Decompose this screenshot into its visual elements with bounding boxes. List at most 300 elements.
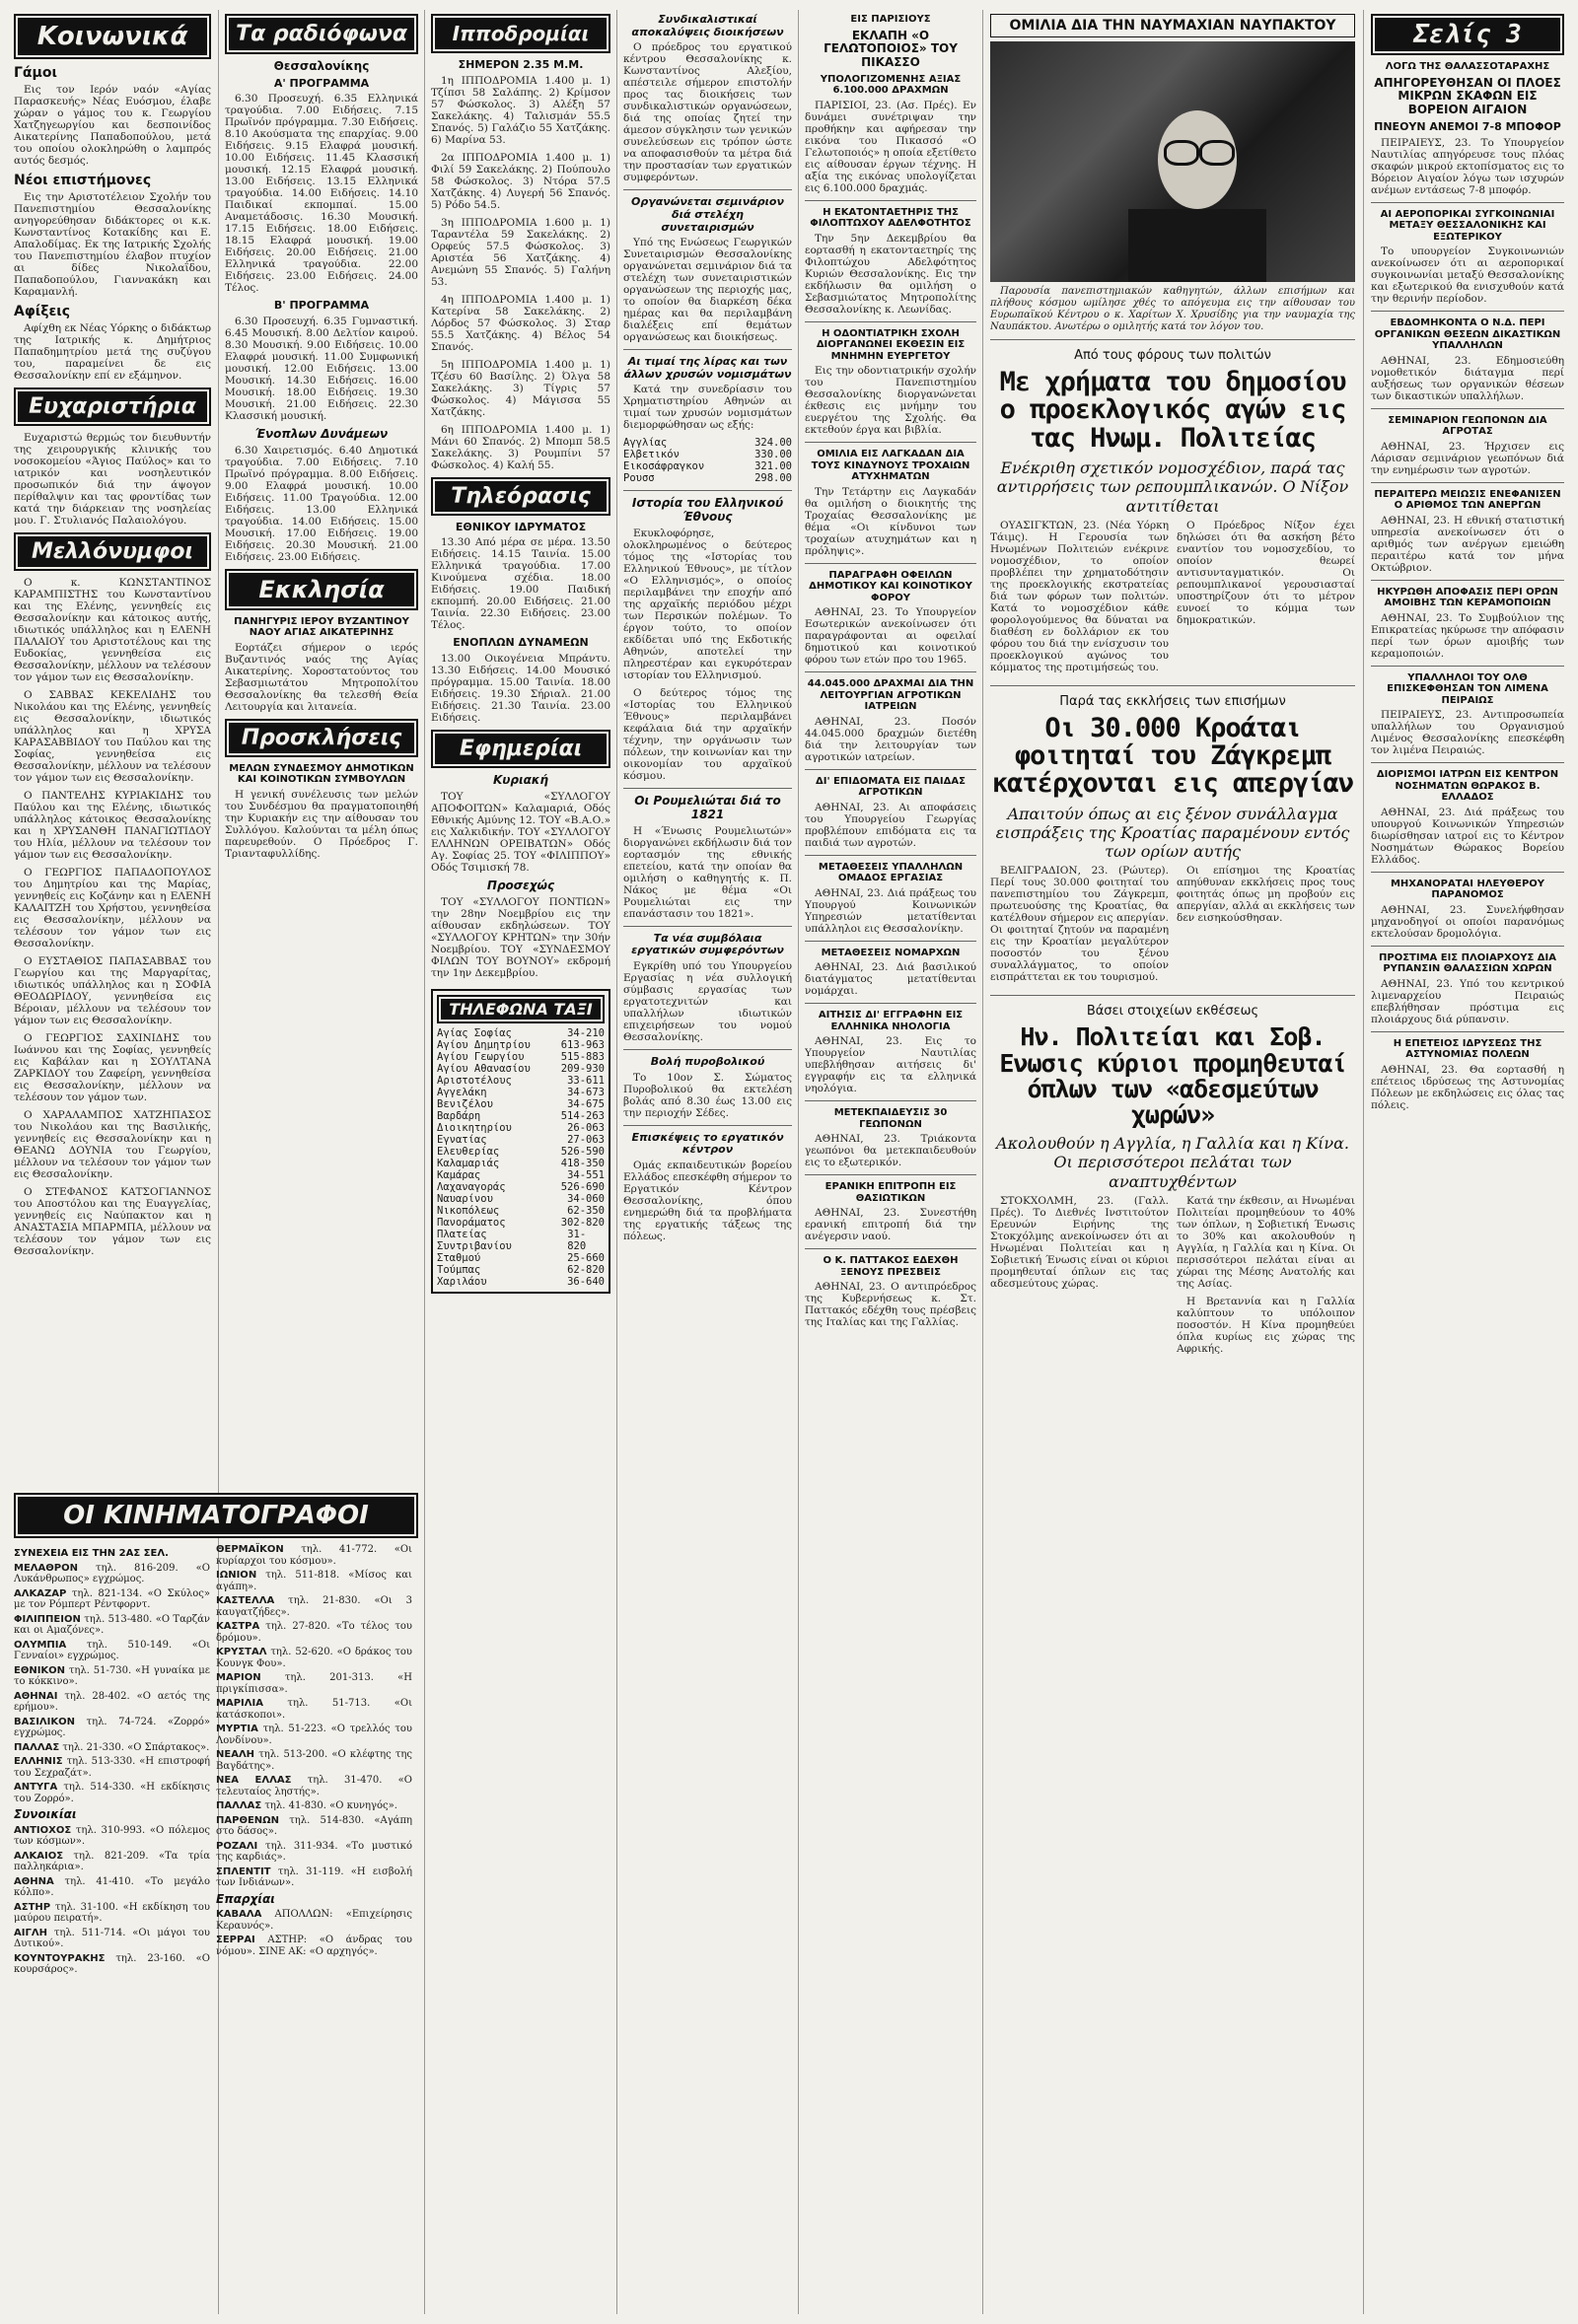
text-port-visit: ΠΕΙΡΑΙΕΥΣ, 23. Αντιπροσωπεία υπαλλήλων του Οργανισμού Λιμένος Θεσσαλονίκης επεσκέφθη τον λιμένα Πειραιώς. [1371,709,1564,757]
taxi-row [437,1039,605,1051]
cinema-entry [14,1691,210,1714]
heading-port-visit: ΥΠΑΛΛΗΛΟΙ ΤΟΥ ΟΛΘ ΕΠΙΣΚΕΦΘΗΣΑΝ ΤΟΝ ΛΙΜΕΝΑ ΠΕΙΡΑΙΩΣ [1387,671,1548,706]
heading-drivers: ΜΗΧΑΝΟΡΑΤΑΙ ΗΛΕΥΘΕΡΟΥ ΠΑΡΑΝΟΜΟΣ [1390,878,1545,901]
cinema-name: ΚΡΥΣΤΑΛ [216,1647,267,1657]
cinema-film: τηλ. 511-818. «Μίσος και αγάπη». [216,1570,412,1592]
heading-paris: ΕΙΣ ΠΑΡΙΣΙΟΥΣ [850,14,931,25]
engaged-item: Ο ΓΕΩΡΓΙΟΣ ΣΑΧΙΝΙΔΗΣ του Ιωάννου και της Σοφίας, γεννηθείς εις Καβάλαν και η ΣΟΥΛΤΑΝΑ ΖΑΡΚΙΔΟΥ του Ζαφείρη, γεννηθείσα εις Θεσσαλονίκην, μέλλουν να τελέσουν τον γάμον των. [14,1032,211,1104]
cinema-name: ΟΛΥΜΠΙΑ [14,1639,67,1651]
heading-rough-sea: ΛΟΓΩ ΤΗΣ ΘΑΛΑΣΣΟΤΑΡΑΧΗΣ [1385,61,1550,72]
taxi-phone: 34-675 [567,1097,605,1110]
banner-engaged: Μελλόνυμφοι [14,532,211,571]
gold-rate-row [623,460,792,472]
banner-radio: Τα ραδιόφωνα [225,14,418,54]
cinema-entry [216,1724,412,1746]
text-doctors: ΑΘΗΝΑΙ, 23. Διά πράξεως του υπουργού Κοινωνικών Υπηρεσιών διωρίσθησαν ιατροί εις το Κέντρον Νοσημάτων Θώρακος Βορείου Ελλάδος. [1371,806,1564,866]
taxi-row [437,1075,605,1087]
engaged-item: Ο κ. ΚΩΝΣΤΑΝΤΙΝΟΣ ΚΑΡΑΜΠΙΣΤΗΣ του Κωνσταντίνου και της Ελένης, γεννηθείς εις Θεσσαλονίκην και κάτοικος αυτής, ιδιωτικός υπάλληλος και η ΕΛΕΝΗ ΠΑΛΑΙΟΥ του Αριστοτέλους και της Ευδοκίας, γεννηθείσα εις Θεσσαλονίκην, μέλλουν να τελέσουν τον γάμον των εις Θεσσαλονίκην. [14,577,211,684]
gold-rate-row [623,449,792,460]
cinema-film: τηλ. 511-714. «Οι μάγοι του Δυτικού». [14,1927,211,1950]
banner-thanks: Ευχαριστήρια [14,387,211,426]
taxi-row [437,1110,605,1122]
taxi-stand: Πανοράματος [437,1216,506,1229]
taxi-stand: Ναυαρίνου [437,1192,493,1205]
heading-fundraising: ΕΡΑΝΙΚΗ ΕΠΙΤΡΟΠΗ ΕΙΣ ΘΑΣΙΩΤΙΚΩΝ [825,1181,957,1204]
cinema-name: ΘΕΡΜΑΪΚΟΝ [216,1544,284,1555]
text-visits: Ομάς εκπαιδευτικών βορείου Ελλάδος επεσκέφθη σήμερον το Εργατικόν Κέντρον Θεσσαλονίκης, όπου ενημερώθη διά τα προβλήματα της εργατικής τάξεως της πόλεως. [623,1159,792,1242]
heading-unemployed: ΠΕΡΑΙΤΕΡΩ ΜΕΙΩΣΙΣ ΕΝΕΦΑΝΙΣΕΝ Ο ΑΡΙΘΜΟΣ ΤΩΝ ΑΝΕΡΓΩΝ [1374,488,1561,512]
taxi-phone: 26-063 [567,1121,605,1134]
heading-air-links: ΑΙ ΑΕΡΟΠΟΡΙΚΑΙ ΣΥΓΚΟΙΝΩΝΙΑΙ ΜΕΤΑΞΥ ΘΕΣΣΑΛΟΝΙΚΗΣ ΚΑΙ ΕΞΩΤΕΡΙΚΟΥ [1380,208,1555,243]
race-entry: 3η ΙΠΠΟΔΡΟΜΙΑ 1.600 μ. 1) Ταραντέλα 59 Σακελάκης. 2) Ορφεύς 57.5 Φώσκολος. 3) Αριστέα 56 Χατζάκης. 4) Ανεμώνη 55 Σπανός. 5) Γαλήνη 53. [431,216,610,288]
cinema-name: ΜΕΛΑΘΡΟΝ [14,1562,78,1574]
cinemas-provinces-heading: Επαρχίαι [216,1891,275,1906]
cinema-film: τηλ. 513-330. «Η επιστροφή του Σεχραζάτ». [14,1756,210,1779]
heading-pattakos: Ο Κ. ΠΑΤΤΑΚΟΣ ΕΔΕΧΘΗ ΞΕΝΟΥΣ ΠΡΕΣΒΕΙΣ [823,1255,959,1278]
cinema-entry [216,1815,412,1838]
cinema-film: τηλ. 21-830. «Οι 3 καυγατζήδες». [216,1595,412,1618]
text-arms-1: ΣΤΟΚΧΟΛΜΗ, 23. (Γαλλ. Πρές). Το Διεθνές Ινστιτούτον Ερευνών Ειρήνης της Στοκχόλμης ανεκοίνωσεν ότι αι Ηνωμέναι Πολιτείαι και η Σοβιετική Ένωσις είναι οι κύριοι προμηθευταί όπλων εις τας αδεσμεύτους χώρας. [990,1194,1169,1290]
headline-croatia: Οι 30.000 Κροάται φοιτηταί του Ζάγκρεμπ κατέρχονται εις απεργίαν [991,712,1354,800]
heading-boats-ban: ΑΠΗΓΟΡΕΥΘΗΣΑΝ ΟΙ ΠΛΟΕΣ ΜΙΚΡΩΝ ΣΚΑΦΩΝ ΕΙΣ ΒΟΡΕΙΟΝ ΑΙΓΑΙΟΝ [1374,75,1561,117]
cinema-name: ΕΛΛΗΝΙΣ [14,1756,63,1767]
text-traffic: Την Τετάρτην εις Λαγκαδάν θα ομιλήση ο διοικητής της Τροχαίας Θεσσαλονίκης με θέμα «Οι κίνδυνοι των τροχαίων ατυχημάτων και η πρόληψις». [805,485,976,557]
taxi-stand: Καλαμαριάς [437,1157,500,1169]
taxi-phone: 36-640 [567,1275,605,1288]
taxi-stand: Αγίου Δημητρίου [437,1038,531,1051]
text-ceramics: ΑΘΗΝΑΙ, 23. Το Συμβούλιον της Επικρατείας ηκύρωσε την απόφασιν περί των όρων αμοιβής των κεραμοποιών. [1371,611,1564,660]
text-dental: Εις την οδοντιατρικήν σχολήν του Πανεπιστημίου Θεσσαλονίκης διοργανώνεται έκθεσις εις μνήμην του ευεργέτου της Σχολής. Θα εκτεθούν έργα και βιβλία. [805,365,976,437]
text-graduates: Εις την Αριστοτέλειον Σχολήν του Πανεπιστημίου Θεσσαλονίκης ανηγορεύθησαν διδάκτορες οι κ.κ. Κωνσταντίνος Κοτακίδης και Ε. Απαλοδίμας. Εκ της Ιατρικής Σχολής του Πανεπιστημίου έλαβον πτυχίον αι δίδες Νικολαΐδου, Παπαδοπούλου, Γιαννακάκη και Καραμανλή. [14,191,211,299]
taxi-phone: 31-820 [567,1228,587,1252]
invitation-heading: ΜΕΛΩΝ ΣΥΝΔΕΣΜΟΥ ΔΗΜΟΤΙΚΩΝ ΚΑΙ ΚΟΙΝΟΤΙΚΩΝ ΣΥΜΒΟΥΛΩΝ [229,762,414,786]
column-radio [225,10,418,1484]
cinema-film: τηλ. 51-713. «Οι κατάσκοποι». [216,1698,412,1721]
cinema-film: τηλ. 52-620. «Ο δράκος του Κουνγκ Φου». [216,1647,412,1669]
taxi-row [437,1264,605,1276]
taxi-stand: Τούμπας [437,1263,481,1276]
race-entry: 6η ΙΠΠΟΔΡΟΜΙΑ 1.400 μ. 1) Μάνι 60 Σπανός. 2) Μπομπ 58.5 Σακελάκης. 3) Ρουμπίνι 57 Φώσκολος. 4) Καλή 55. [431,423,610,471]
taxi-row [437,1276,605,1288]
deck-us-elections: Ενέκριθη σχετικόν νομοσχέδιον, παρά τας αντιρρήσεις των ρεπουμπλικανών. Ο Νίξον αντιτίθεται [996,458,1349,516]
cinemas-suburbs-heading: Συνοικίαι [14,1807,77,1821]
heading-gold: Αι τιμαί της λίρας και των άλλων χρυσών νομισμάτων [623,355,792,381]
taxi-phone: 34-060 [567,1192,605,1205]
coin-name: Αγγλίας [623,437,668,450]
engaged-item: Ο ΕΥΣΤΑΘΙΟΣ ΠΑΠΑΣΑΒΒΑΣ του Γεωργίου και της Μαργαρίτας, ιδιωτικός υπάλληλος και η ΣΟΦΙΑ ΘΕΟΔΩΡΙΔΟΥ, γεννηθείσα εις Βέροιαν, μέλλουν να τελέσουν τον γάμον των εις Θεσσαλονίκην. [14,955,211,1027]
race-entry: 2α ΙΠΠΟΔΡΟΜΙΑ 1.400 μ. 1) Φιλί 59 Σακελάκης. 2) Πούπουλο 58 Φώσκολος. 3) Ντόρα 57.5 Χατζάκης. 4) Λυγερή 56 Σπανός. 5) Ρόδο 54.5. [431,151,610,211]
cinema-name: ΒΑΣΙΛΙΚΟΝ [14,1716,75,1727]
cinema-name: ΑΘΗΝΑ [14,1875,54,1887]
taxi-row [437,1087,605,1098]
banner-church: Εκκλησία [225,569,418,610]
tv-eid-text: 13.30 Από μέρα σε μέρα. 13.50 Ειδήσεις. 14.15 Ταινία. 15.00 Ελληνικά τραγούδια. 17.00 Κινούμενα σχέδια. 18.00 Ειδήσεις. 19.00 Παιδική εκπομπή. 20.00 Ειδήσεις. 21.00 Ταινία. 22.30 Ειδήσεις. 23.00 Τέλος. [431,536,610,632]
cinema-name: ΑΝΤΥΓΑ [14,1782,58,1793]
cinema-entry [14,1953,210,1976]
engaged-item: Ο ΧΑΡΑΛΑΜΠΟΣ ΧΑΤΖΗΠΑΣΟΣ του Νικολάου και της Βασιλικής, γεννηθείς εις Θεσσαλονίκην και η ΘΕΑΝΩ ΔΟΥΝΙΑ του Γεωργίου, μέλλουν να τελέσουν τον γάμον των εις Θεσσαλονίκην. [14,1109,211,1181]
cinema-entry [14,1563,210,1585]
taxi-phone: 34-673 [567,1086,605,1098]
church-text: Εορτάζει σήμερον ο ιερός Βυζαντινός ναός της Αγίας Αικατερίνης. Χοροστατούντος του Σεβασμιωτάτου Μητροπολίτου Θεσσαλονίκης θα τελεσθή Θεία Λειτουργία και λιτανεία. [225,641,418,713]
cinema-film: τηλ. 41-830. «Ο κυνηγός». [264,1800,397,1811]
cinema-film: τηλ. 74-724. «Ζορρό» εγχρώμος. [14,1716,211,1738]
cinema-entry [14,1902,210,1925]
banner-taxi: ΤΗΛΕΦΩΝΑ ΤΑΞΙ [437,995,605,1023]
heading-contracts: Τα νέα συμβόλαια εργατικών συμφερόντων [631,931,784,957]
taxi-stand: Νικοπόλεως [437,1204,500,1217]
kicker-croatia: Παρά τας εκκλήσεις των επισήμων [1059,693,1286,709]
cinema-name: ΣΕΡΡΑΙ [216,1935,255,1946]
text-unemployed: ΑΘΗΝΑΙ, 23. Η εθνική στατιστική υπηρεσία ανεκοίνωσεν ότι ο αριθμός των ανέργων εμειώθη περαιτέρω κατά τον μήνα Οκτώβριον. [1371,514,1564,574]
radio-program-b-text: 6.30 Προσευχή. 6.35 Γυμναστική. 6.45 Μουσική. 8.00 Δελτίον καιρού. 8.30 Μουσική. 9.00 Ειδήσεις. 10.00 Ελαφρά μουσική. 11.00 Συμφωνική μουσική. 12.00 Ειδήσεις. 13.00 Μουσική. 14.30 Ειδήσεις. 16.00 Μουσική. 18.00 Ειδήσεις. 19.30 Μουσική. 21.00 Ειδήσεις. 22.30 Κλασσική μουσική. [225,316,418,423]
cinema-entry [14,1876,210,1899]
cinema-film: τηλ. 514-830. «Αγάπη στο δάσος». [216,1814,413,1837]
taxi-phones-box [431,989,610,1294]
coin-name: Ρουσσ [623,472,655,485]
banner-cinemas: ΟΙ ΚΙΝΗΜΑΤΟΓΡΑΦΟΙ [14,1493,418,1538]
heading-arrivals: Αφίξεις [14,304,71,320]
cinema-entry [216,1800,412,1812]
heading-allowances: ΔΙ' ΕΠΙΔΟΜΑΤΑ ΕΙΣ ΠΑΙΔΑΣ ΑΓΡΟΤΙΚΩΝ [816,775,966,799]
tv-yened-text: 13.00 Οικογένεια Μπράντυ. 13.30 Ειδήσεις. 14.00 Μουσικό πρόγραμμα. 15.00 Ταινία. 18.00 Ειδήσεις. 19.30 Σήριαλ. 21.00 Ειδήσεις. 21.30 Ταινία. 23.00 Ειδήσεις. [431,652,610,724]
heading-weddings: Γάμοι [14,65,57,81]
cinema-name: ΠΑΡΘΕΝΩΝ [216,1814,280,1826]
taxi-stand: Βαρδάρη [437,1109,481,1122]
radio-city: Θεσσαλονίκης [273,59,370,73]
taxi-stand: Χαριλάου [437,1275,487,1288]
heading-traffic: ΟΜΙΛΙΑ ΕΙΣ ΛΑΓΚΑΔΑΝ ΔΙΑ ΤΟΥΣ ΚΙΝΔΥΝΟΥΣ ΤΡΟΧΑΙΩΝ ΑΤΥΧΗΜΑΤΩΝ [811,449,970,483]
cinema-entry [216,1866,412,1889]
cinema-film: ΑΣΤΗΡ: «Ο άνδρας του νόμου». ΣΙΝΕ ΑΚ: «Ο αρχηγός». [216,1935,412,1957]
heading-artillery: Βολή πυροβολικού [650,1054,765,1068]
taxi-row [437,1205,605,1217]
taxi-row [437,1134,605,1146]
taxi-phone: 514-263 [560,1109,605,1122]
heading-fines: ΠΡΟΣΤΙΜΑ ΕΙΣ ΠΛΟΙΑΡΧΟΥΣ ΔΙΑ ΡΥΠΑΝΣΙΝ ΘΑΛΑΣΣΙΩΝ ΧΩΡΩΝ [1379,951,1556,975]
cinema-name: ΑΣΤΗΡ [14,1901,51,1913]
coin-name: Ελβετικόν [623,449,680,461]
heading-roumeliotes: Οι Ρουμελιώται διά το 1821 [634,794,781,821]
text-contracts: Εγκρίθη υπό του Υπουργείου Εργασίας η νέα συλλογική σύμβασις εργασίας των εργατοτεχνιτών και υπαλλήλων ιδιωτικών επιχειρήσεων του νομού Θεσσαλονίκης. [623,959,792,1043]
cinema-film: τηλ. 310-993. «Ο πόλεμος των κόσμων». [14,1824,210,1848]
text-fundraising: ΑΘΗΝΑΙ, 23. Συνεστήθη ερανική επιτροπή διά την ανέγερσιν ναού. [805,1207,976,1243]
text-thanks: Ευχαριστώ θερμώς τον διευθυντήν της χειρουργικής κλινικής του νοσοκομείου «Άγιος Παύλος» και το ιατρικόν και νοσηλευτικόν προσωπικόν διά την άψογον περίθαλψιν και τας φροντίδας των κατά την διάρκειαν της νοσηλείας μου. Γ. Στυλιανός Παλαιολόγου. [14,432,211,528]
cinema-name: ΝΕΑ ΕΛΛΑΣ [216,1775,292,1786]
church-heading: ΠΑΝΗΓΥΡΙΣ ΙΕΡΟΥ ΒΥΖΑΝΤΙΝΟΥ ΝΑΟΥ ΑΓΙΑΣ ΑΙΚΑΤΕΡΙΝΗΣ [234,615,409,639]
cinema-name: ΜΥΡΤΙΑ [216,1724,258,1734]
text-agronomists: ΑΘΗΝΑΙ, 23. Τριάκοντα γεωπόνοι θα μετεκπαιδευθούν εις το εξωτερικόν. [805,1133,976,1169]
cinema-name: ΝΕΑΛΗ [216,1749,255,1760]
coin-price: 298.00 [754,472,792,485]
cinema-film: τηλ. 513-200. «Ο κλέφτης της Βαγδάτης». [216,1749,412,1772]
cinema-entry [216,1698,412,1721]
cinema-name: ΠΑΛΛΑΣ [216,1800,262,1811]
taxi-phone: 33-611 [567,1074,605,1087]
heading-centenary: Η ΕΚΑΤΟΝΤΑΕΤΗΡΙΣ ΤΗΣ ΦΙΛΟΠΤΩΧΟΥ ΑΔΕΛΦΟΤΗΤΟΣ [810,206,971,230]
cinema-entry [14,1588,210,1611]
text-registry: ΑΘΗΝΑΙ, 23. Εις το Υπουργείον Ναυτιλίας υπεβλήθησαν αιτήσεις δι' εγγραφήν εις τα ελληνικά νηολόγια. [805,1035,976,1095]
banner-social: Κοινωνικά [14,14,211,59]
text-seminar: Υπό της Ενώσεως Γεωργικών Συνεταιρισμών Θεσσαλονίκης οργανώνεται σεμινάριον διά τα στελέχη των συνεταιριστικών οργανώσεων της περιοχής μας, το οποίον θα διαρκέση δέκα ημέρας και θα περιλαμβάνη διαλέξεις επί θεμάτων οργανώσεως και διοικήσεως. [623,237,792,344]
taxi-row [437,1146,605,1158]
cinema-film: τηλ. 27-820. «Το τέλος του δρόμου». [216,1621,412,1644]
taxi-row [437,1122,605,1134]
taxi-phone: 613-963 [560,1038,605,1051]
text-history-1: Εκυκλοφόρησε, ολοκληρωμένος ο δεύτερος τόμος της «Ιστορίας του Ελληνικού Έθνους», με τίτλον «Ο Ελληνισμός», ο οποίος περιλαμβάνει την εποχήν από της αρχαϊκής περιόδου μέχρι των Περσικών πολέμων. Το έργον τούτο, το οποίον εκδίδεται υπό της Εκδοτικής Αθηνών, αποτελεί την πληρεστέραν και εγκυρότεραν ιστορίαν του Ελληνισμού. [623,528,792,682]
photo-speaker [990,41,1355,282]
headline-us-elections: Με χρήματα του δημοσίου ο προεκλογικός αγών εις τας Ηνωμ. Πολιτείας [999,367,1346,454]
cinema-name: ΚΑΣΤΕΛΛΑ [216,1595,275,1606]
cinema-entry [14,1782,210,1804]
text-pattakos: ΑΘΗΝΑΙ, 23. Ο αντιπρόεδρος της Κυβερνήσεως κ. Στ. Παττακός εδέχθη τους πρέσβεις της Ιταλίας και της Γαλλίας. [805,1281,976,1329]
taxi-row [437,1229,605,1252]
heading-winds: ΠΝΕΟΥΝ ΑΝΕΜΟΙ 7-8 ΜΠΟΦΟΡ [1374,119,1561,133]
excursions-sunday-text: ΤΟΥ «ΣΥΛΛΟΓΟΥ ΑΠΟΦΟΙΤΩΝ» Καλαμαριά, Οδός Εθνικής Αμύνης 12. ΤΟΥ «Β.Α.Ο.» εις Χαλκιδικήν. ΤΟΥ «ΣΥΛΛΟΓΟΥ ΕΛΛΗΝΩΝ ΟΡΕΙΒΑΤΩΝ» Οδός Αγ. Σοφίας 25. ΤΟΥ «ΦΙΛΙΠΠΟΥ» Οδός Τσιμισκή 78. [431,790,610,874]
cinema-name: ΑΘΗΝΑΙ [14,1690,58,1702]
text-tax: ΑΘΗΝΑΙ, 23. Το Υπουργείον Εσωτερικών ανεκοίνωσεν ότι παραγράφονται αι οφειλαί δημοτικού και κοινοτικού φόρου των ετών προ του 1965. [805,606,976,667]
taxi-phone: 515-883 [560,1050,605,1063]
heading-seminar: Οργανώνεται σεμινάριον διά στελέχη συνεταιρισμών [631,195,784,234]
engaged-item: Ο ΣΤΕΦΑΝΟΣ ΚΑΤΣΟΓΙΑΝΝΟΣ του Αποστόλου και της Ευαγγελίας, γεννηθείς εις Ναύπακτον και η ΑΝΑΣΤΑΣΙΑ ΜΠΑΡΜΠΑ, μέλλουν να τελέσουν τον γάμον των εις Θεσσαλονίκην. [14,1186,211,1258]
cinema-entry [14,1640,210,1662]
cinema-entry [14,1825,210,1848]
cinema-name: ΚΑΣΤΡΑ [216,1621,260,1632]
cinema-name: ΜΑΡΙΛΙΑ [216,1698,263,1709]
cinema-entry [14,1742,210,1754]
text-artillery: Το 10ον Σ. Σώματος Πυροβολικού θα εκτελέση βολάς από 8.30 έως 13.00 εις την περιοχήν Σέδες. [623,1071,792,1119]
cinema-name: ΑΝΤΙΟΧΟΣ [14,1824,72,1836]
heading-tax: ΠΑΡΑΓΡΑΦΗ ΟΦΕΙΛΩΝ ΔΗΜΟΤΙΚΟΥ ΚΑΙ ΚΟΙΝΟΤΙΚΟΥ ΦΟΡΟΥ [809,569,972,603]
text-history-2: Ο δεύτερος τόμος της «Ιστορίας του Ελληνικού Έθνους» περιλαμβάνει κεφάλαια διά την αρχαϊκήν τέχνην, την οργάνωσιν των πόλεων, την κοινωνίαν και την οικονομίαν του αρχαϊκού κόσμου. [623,687,792,783]
cinema-film: τηλ. 311-934. «Το μυστικό της καρδιάς». [216,1840,412,1863]
taxi-row [437,1063,605,1075]
text-roumeliotes: Η «Ένωσις Ρουμελιωτών» διοργανώνει εκδήλωσιν διά τον εορτασμόν της εθνικής επετείου, κατά την οποίαν θα ομιλήση ο καθηγητής κ. Π. Νάκος με θέμα «Οι Ρουμελιώται εις την επανάστασιν του 1821». [623,824,792,920]
heading-prefects: ΜΕΤΑΘΕΣΕΙΣ ΝΟΜΑΡΧΩΝ [821,947,961,958]
cinema-film: τηλ. 51-730. «Η γυναίκα με το κόκκινο». [14,1664,210,1687]
cinema-name: ΣΠΛΕΝΤΙΤ [216,1866,271,1877]
text-transfers: ΑΘΗΝΑΙ, 23. Διά πράξεως του Υπουργού Κοινωνικών Υπηρεσιών μετατίθενται υπάλληλοι εις Θεσσαλονίκην. [805,886,976,935]
heading-clinics: 44.045.000 ΔΡΑΧΜΑΙ ΔΙΑ ΤΗΝ ΛΕΙΤΟΥΡΓΙΑΝ ΑΓΡΟΤΙΚΩΝ ΙΑΤΡΕΙΩΝ [807,678,974,713]
taxi-phone: 209-930 [560,1062,605,1075]
text-arms-3: Η Βρεταννία και η Γαλλία καλύπτουν το υπόλοιπον ποσοστόν. Η Κίνα προμηθεύει όπλα κυρίως εις χώρας της Αφρικής. [1177,1295,1355,1355]
cinema-name: ΑΙΓΛΗ [14,1927,47,1938]
text-centenary: Την 5ην Δεκεμβρίου θα εορτασθή η εκατονταετηρίς της Φιλοπτώχου Αδελφότητος Κυριών Θεσσαλονίκης. Εις την εκδήλωσιν θα ομιλήση ο Σεβασμιώτατος Μητροπολίτης Θεσσαλονίκης κ. Λεωνίδας. [805,232,976,316]
kicker-arms: Βάσει στοιχείων εκθέσεως [1086,1004,1259,1020]
cinema-entry [216,1544,412,1567]
taxi-phone: 302-820 [560,1216,605,1229]
taxi-stand: Αγίου Αθανασίου [437,1062,531,1075]
cinema-entry [14,1614,210,1637]
cinema-entry [216,1775,412,1797]
taxi-row [437,1027,605,1039]
engaged-item: Ο ΓΕΩΡΓΙΟΣ ΠΑΠΑΔΟΠΟΥΛΟΣ του Δημητρίου και της Μαρίας, γεννηθείς εις Κοζάνην και η ΕΛΕΝΗ ΚΑΛΑΙΤΖΗ του Χρήστου, γεννηθείσα εις Θεσσαλονίκην, μέλλουν να τελέσουν τον γάμον των εις Θεσσαλονίκην. [14,867,211,951]
cinema-name: ΑΛΚΑΖΑΡ [14,1587,67,1599]
gold-rate-row [623,437,792,449]
taxi-row [437,1158,605,1169]
text-croatia-1: ΒΕΛΙΓΡΑΔΙΟΝ, 23. (Ρώυτερ). Περί τους 30.000 φοιτηταί του πανεπιστημίου του Ζάγκρεμπ, πρωτευούσης της Κροατίας, θα κατέλθουν σήμερον εις απεργίαν. Οι φοιτηταί ζητούν να παραμένη εις την Κροατίαν μεγαλύτερον ποσοστόν του ξένου συναλλάγματος, το οποίον εισπράττεται εκ του τουρισμού. [990,865,1169,984]
cinema-entry [14,1665,210,1688]
text-agro-seminar: ΑΘΗΝΑΙ, 23. Ήρχισεν εις Λάρισαν σεμινάριον γεωπόνων διά την ενημέρωσιν των αγροτών. [1371,440,1564,476]
taxi-stand: Διοικητηρίου [437,1121,512,1134]
banner-television: Τηλεόρασις [431,477,610,516]
cinema-film: τηλ. 513-480. «Ο Ταρζάν και οι Αμαζόνες». [14,1613,210,1636]
coin-price: 330.00 [754,449,792,461]
cinema-film: τηλ. 41-410. «Το μεγάλο κόλπο». [14,1875,210,1899]
deck-arms: Ακολουθούν η Αγγλία, η Γαλλία και η Κίνα. Οι περισσότεροι πελάται των αναπτυχθέντων [996,1134,1349,1191]
cinema-entry [216,1935,412,1957]
taxi-row [437,1217,605,1229]
heading-transfers: ΜΕΤΑΘΕΣΕΙΣ ΥΠΑΛΛΗΛΩΝ ΟΜΑΔΟΣ ΕΡΓΑΣΙΑΣ [818,861,964,884]
taxi-phone: 27-063 [567,1133,605,1146]
taxi-row [437,1181,605,1193]
cinema-name: ΑΛΚΑΙΟΣ [14,1850,64,1862]
taxi-row [437,1098,605,1110]
coin-price: 321.00 [754,460,792,473]
text-us-elections-1: ΟΥΑΣΙΓΚΤΩΝ, 23. (Νέα Υόρκη Τάιμς). Η Γερουσία των Ηνωμένων Πολιτειών ενέκρινε νομοσχέδιον, το οποίον προβλέπει την χρηματοδότησιν της προεκλογικής εκστρατείας διά των φόρων των πολιτών. Κατά το νομοσχέδιον κάθε φορολογούμενος θα δύναται να διαθέση εν δολλάριον εκ του φόρου του διά την ενίσχυσιν του προεκλογικού αγώνος του κόμματος της προτιμήσεώς του. [990,519,1169,673]
cinema-entry [216,1570,412,1592]
cinema-film: τηλ. 510-149. «Οι Γενναίοι» εγχρώμος. [14,1639,210,1661]
taxi-stand: Πλατείας Συντριβανίου [437,1228,512,1252]
cinema-film: τηλ. 816-209. «Ο Λυκάνθρωπος» εγχρώμος. [14,1562,210,1585]
cinema-entry [216,1841,412,1864]
text-croatia-2: Οι επίσημοι της Κροατίας απηύθυναν εκκλήσεις προς τους φοιτητάς όπως μη προβούν εις απεργίαν, αλλά αι εκκλήσεις των δεν εισηκούσθησαν. [1177,865,1355,925]
tv-channel-yened: ΕΝΟΠΛΩΝ ΔΥΝΑΜΕΩΝ [453,636,589,650]
cinemas-section [14,1489,418,2309]
cinema-name: ΡΟΖΑΛΙ [216,1840,258,1852]
text-boats-ban: ΠΕΙΡΑΙΕΥΣ, 23. Το Υπουργείον Ναυτιλίας απηγόρευσε τους πλόας σκαφών μικρού εκτοπίσματος εις το Βόρειον Αιγαίον λόγω των ισχυρών ανέμων εντάσεως 7-8 μποφόρ. [1371,136,1564,196]
radio-armed-forces: Ένοπλων Δυνάμεων [254,427,389,442]
taxi-stand: Αγγελάκη [437,1086,487,1098]
cinema-entry [216,1672,412,1695]
text-judicial: ΑΘΗΝΑΙ, 23. Εδημοσιεύθη νομοθετικόν διάταγμα περί αυξήσεως των οργανικών θέσεων των δικαστικών υπαλλήλων. [1371,354,1564,402]
taxi-stand: Αγίου Γεωργίου [437,1050,525,1063]
banner-excursions: Εφημερίαι [431,730,610,768]
taxi-stand: Ελευθερίας [437,1145,500,1158]
heading-picasso-value: ΥΠΟΛΟΓΙΖΟΜΕΝΗΣ ΑΞΙΑΣ 6.100.000 ΔΡΑΧΜΩΝ [820,73,962,97]
taxi-phone: 418-350 [560,1157,605,1169]
radio-program-b: Β' ΠΡΟΓΡΑΜΜΑ [273,299,370,313]
cinema-entry [216,1647,412,1669]
cinema-entry [14,1717,210,1739]
text-picasso: ΠΑΡΙΣΙΟΙ, 23. (Ασ. Πρές). Εν δυνάμει συνέτριψαν την προθήκην και αφήρεσαν την εικόνα του Πικασσό «Ο Γελωτοποιός» η οποία εξετίθετο εις αίθουσαν έργων τέχνης. Η αξία της εικόνας υπολογίζεται εις 6.100.000 δραχμάς. [805,99,976,194]
taxi-phone: 526-690 [560,1180,605,1193]
text-us-elections-2: Ο Πρόεδρος Νίξον έχει δηλώσει ότι θα ασκήση βέτο εναντίον του νομοσχεδίου, το οποίον θεωρεί αντισυνταγματικόν. Οι ρεπουμπλικανοί γερουσιασταί υποστηρίζουν ότι το μέτρον ευνοεί το κόμμα των δημοκρατικών. [1177,519,1355,626]
engaged-item: Ο ΠΑΝΤΕΛΗΣ ΚΥΡΙΑΚΙΔΗΣ του Παύλου και της Ελένης, ιδιωτικός υπάλληλος κάτοικος Θεσσαλονίκης και η ΧΡΥΣΑΝΘΗ ΠΑΝΑΓΙΩΤΙΔΟΥ του Ηλία, μέλλουν να τελέσουν τον γάμον των εις Θεσσαλονίκην. [14,790,211,862]
taxi-phone: 34-210 [567,1026,605,1039]
taxi-phone: 25-660 [567,1251,605,1264]
text-air-links: Το υπουργείον Συγκοινωνιών ανεκοίνωσεν ότι αι αεροπορικαί συγκοινωνίαι μεταξύ Θεσσαλονίκης και εξωτερικού θα ενισχυθούν κατά την θερινήν περίοδον. [1371,246,1564,306]
column-domestic [1371,10,1564,2307]
cinema-entry [216,1595,412,1618]
heading-doctors: ΔΙΟΡΙΣΜΟΙ ΙΑΤΡΩΝ ΕΙΣ ΚΕΝΤΡΟΝ ΝΟΣΗΜΑΤΩΝ ΘΩΡΑΚΟΣ Β. ΕΛΛΑΔΟΣ [1376,769,1559,804]
coin-name: Εικοσάφραγκον [623,460,705,473]
heading-police: Η ΕΠΕΤΕΙΟΣ ΙΔΡΥΣΕΩΣ ΤΗΣ ΑΣΤΥΝΟΜΙΑΣ ΠΟΛΕΩΝ [1393,1037,1542,1061]
cinema-film: τηλ. 821-209. «Τα τρία παλληκάρια». [14,1850,210,1873]
excursions-sunday: Κυριακή [493,772,548,787]
text-fines: ΑΘΗΝΑΙ, 23. Υπό του κεντρικού λιμεναρχείου Πειραιώς επεβλήθησαν πρόστιμα εις πλοιάρχους διά ρύπανσιν. [1371,977,1564,1025]
taxi-phone: 34-551 [567,1168,605,1181]
cinema-film: τηλ. 51-223. «Ο τρελλός του Λονδίνου». [216,1724,412,1746]
taxi-stand: Εγνατίας [437,1133,487,1146]
cinema-entry [14,1928,210,1950]
radio-program-a: Α' ΠΡΟΓΡΑΜΜΑ [273,76,370,90]
invitation-text: Η γενική συνέλευσις των μελών του Συνδέσμου θα πραγματοποιηθή την Κυριακήν εις την αίθουσαν του Συλλόγου. Καλούνται τα μέλη όπως παρευρεθούν. Ο Πρόεδρος Γ. Τριανταφυλλίδης. [225,788,418,860]
taxi-stand: Αγίας Σοφίας [437,1026,512,1039]
taxi-row [437,1169,605,1181]
race-entry: 1η ΙΠΠΟΔΡΟΜΙΑ 1.400 μ. 1) Τζίπσι 58 Σαλάπης. 2) Κρίμσον 57 Φώσκολος. 3) Αλέξη 57 Σακελάκης. 4) Ταλισμάν 55.5 Σπανός. 5) Γαλάζιο 55 Χατζάκης. 6) Μαρίνα 53. [431,74,610,146]
heading-graduates: Νέοι επιστήμονες [14,173,152,189]
text-prefects: ΑΘΗΝΑΙ, 23. Διά βασιλικού διατάγματος μετατίθενται νομάρχαι. [805,961,976,998]
taxi-stand: Λαχαναγοράς [437,1180,506,1193]
heading-registry: ΑΙΤΗΣΙΣ ΔΙ' ΕΓΓΡΑΦΗΝ ΕΙΣ ΕΛΛΗΝΙΚΑ ΝΗΟΛΟΓΙΑ [818,1010,964,1032]
heading-dental: Η ΟΔΟΝΤΙΑΤΡΙΚΗ ΣΧΟΛΗ ΔΙΟΡΓΑΝΩΝΕΙ ΕΚΘΕΣΙΝ ΕΙΣ ΜΝΗΜΗΝ ΕΥΕΡΓΕΤΟΥ [816,327,966,362]
text-allowances: ΑΘΗΝΑΙ, 23. Αι αποφάσεις του Υπουργείου Γεωργίας προβλέπουν επιδόματα εις τα παιδιά των αγροτών. [805,801,976,849]
excursions-upcoming-text: ΤΟΥ «ΣΥΛΛΟΓΟΥ ΠΟΝΤΙΩΝ» την 28ην Νοεμβρίου εις την αίθουσαν εκδηλώσεων. ΤΟΥ «ΣΥΛΛΟΓΟΥ ΚΡΗΤΩΝ» την 30ήν Νοεμβρίου. ΤΟΥ «ΣΥΝΔΕΣΜΟΥ ΦΙΛΩΝ ΤΟΥ ΒΟΥΝΟΥ» εκδρομή την 1ην Δεκεμβρίου. [431,895,610,979]
cinema-film: τηλ. 23-160. «Ο κουρσάρος». [14,1952,210,1976]
text-syndical: Ο πρόεδρος του εργατικού κέντρου Θεσσαλονίκης κ. Κωνσταντίνος Αλεξίου, απέστειλε σήμερον επιστολήν προς τας διοικήσεις των συνδικαλιστικών οργανώσεων, διά της οποίας ζητεί την άμεσον σύγκλησιν των γενικών συνελεύσεων εις τρόπον ώστε να αποφασισθούν τα μέτρα διά την προστασίαν των εργατικών συμφερόντων. [623,41,792,184]
page-number-banner: Σελίς 3 [1371,14,1564,55]
heading-history: Ιστορία του Ελληνικού Έθνους [631,496,784,525]
heading-agronomists: ΜΕΤΕΚΠΑΙΔΕΥΣΙΣ 30 ΓΕΩΠΟΝΩΝ [833,1107,948,1130]
cinema-film: τηλ. 31-119. «Η εισβολή των Ινδιάνων». [216,1866,412,1888]
cinema-film: τηλ. 821-134. «Ο Σκύλος» με τον Ρόμπερτ Ρέντφορντ. [14,1587,210,1610]
text-clinics: ΑΘΗΝΑΙ, 23. Ποσόν 44.045.000 δραχμών διετέθη διά την λειτουργίαν των αγροτικών ιατρείων. [805,715,976,763]
cinema-film: τηλ. 31-100. «Η εκδίκηση του μαύρου πειρατή». [14,1901,210,1925]
cinema-name: ΕΘΝΙΚΟΝ [14,1664,66,1676]
taxi-row [437,1252,605,1264]
cinema-name: ΙΩΝΙΟΝ [216,1570,257,1581]
race-entry: 4η ΙΠΠΟΔΡΟΜΙΑ 1.400 μ. 1) Κατερίνα 58 Σακελάκης. 2) Λόρδος 57 Φώσκολος. 3) Σταρ 55.5 Χατζάκης. 4) Βέλος 54 Σπανός. [431,293,610,353]
taxi-phone: 62-350 [567,1204,605,1217]
heading-agro-seminar: ΣΕΜΙΝΑΡΙΟΝ ΓΕΩΠΟΝΩΝ ΔΙΑ ΑΓΡΟΤΑΣ [1388,414,1547,438]
race-entry: 5η ΙΠΠΟΔΡΟΜΙΑ 1.400 μ. 1) Τζέσυ 60 Βασίλης. 2) Όλγα 58 Σακελάκης. 3) Τίγρις 57 Φώσκολος. 4) Μάγισσα 55 Χατζάκης. [431,358,610,418]
cinema-entry [14,1851,210,1873]
text-gold: Κατά την συνεδρίασιν του Χρηματιστηρίου Αθηνών αι τιμαί των χρυσών νομισμάτων διεμορφώθησαν ως εξής: [623,384,792,432]
heading-naval-battle: ΟΜΙΛΙΑ ΔΙΑ ΤΗΝ ΝΑΥΜΑΧΙΑΝ ΝΑΥΠΑΚΤΟΥ [990,14,1355,37]
banner-races: Ιπποδρομίαι [431,14,610,53]
text-arrivals: Αφίχθη εκ Νέας Υόρκης ο διδάκτωρ της Ιατρικής κ. Δημήτριος Παπαδημητρίου μετά της συζύγου του, παραμείνει δε εις Θεσσαλονίκην επί εν εξάμηνον. [14,322,211,383]
cinema-film: τηλ. 21-330. «Ο Σπάρτακος». [62,1741,210,1753]
excursions-upcoming: Προσεχώς [486,878,555,892]
cinema-entry [216,1749,412,1772]
heading-ceramics: ΗΚΥΡΩΘΗ ΑΠΟΦΑΣΙΣ ΠΕΡΙ ΟΡΩΝ ΑΜΟΙΒΗΣ ΤΩΝ ΚΕΡΑΜΟΠΟΙΩΝ [1377,586,1558,609]
radio-program-a-text: 6.30 Προσευχή. 6.35 Ελληνικά τραγούδια. 7.00 Ειδήσεις. 7.15 Πρωϊνόν πρόγραμμα. 7.30 Ειδήσεις. 8.10 Ακούσματα της επαρχίας. 9.00 Ειδήσεις. 9.15 Ελαφρά μουσική. 10.00 Ειδήσεις. 11.45 Κλασσική μουσική. 12.15 Ελαφρά μουσική. 13.00 Ειδήσεις. 13.15 Ελληνικά τραγούδια. 14.00 Ειδήσεις. 14.10 Παιδικαί εκπομπαί. 15.00 Αναμετάδοσις. 16.30 Μουσική. 17.15 Ειδήσεις. 18.00 Ειδήσεις. 18.15 Ελαφρά μουσική. 19.00 Ειδήσεις. 20.00 Ειδήσεις. 21.00 Ελληνικά τραγούδια. 22.00 Ειδήσεις. 23.00 Ειδήσεις. 24.00 Τέλος. [225,93,418,295]
taxi-stand: Βενιζέλου [437,1097,493,1110]
taxi-row [437,1051,605,1063]
banner-invitations: Προσκλήσεις [225,719,418,757]
text-weddings: Εις τον Ιερόν ναόν «Αγίας Παρασκευής» Νέας Ευόσμου, έλαβε χώραν ο γάμος του κ. Γεωργίου Χατζηγεωργίου και δεσποινίδος Αικατερίνης Παπαδοπούλου, μετά του οποίου ολοκληρώθη ο λαμπρός αυτός δεσμός. [14,84,211,168]
radio-armed-forces-text: 6.30 Χαιρετισμός. 6.40 Δημοτικά τραγούδια. 7.00 Ειδήσεις. 7.10 Πρωϊνό πρόγραμμα. 8.00 Ειδήσεις. 9.00 Ελαφρά μουσική. 10.00 Ειδήσεις. 11.00 Τραγούδια. 12.00 Ειδήσεις. 13.00 Ελληνικά τραγούδια. 14.00 Ειδήσεις. 15.00 Μουσική. 17.00 Ειδήσεις. 19.00 Ειδήσεις. 20.30 Μουσική. 21.00 Ειδήσεις. 23.00 Ειδήσεις. [225,444,418,563]
text-police: ΑΘΗΝΑΙ, 23. Θα εορτασθή η επέτειος ιδρύσεως της Αστυνομίας Πόλεων με εκδηλώσεις εις όλας τας πόλεις. [1371,1063,1564,1111]
column-races-tv [431,10,610,2307]
deck-croatia: Απαιτούν όπως αι εις ξένον συνάλλαγμα εισπράξεις της Κροατίας παραμένουν εντός των ορίων αυτής [995,804,1350,862]
taxi-row [437,1193,605,1205]
cinema-film: τηλ. 28-402. «Ο αετός της ερήμου». [14,1690,210,1713]
coin-price: 324.00 [754,437,792,450]
cinema-entry [14,1756,210,1779]
heading-judicial: ΕΒΔΟΜΗΚΟΝΤΑ Ο Ν.Δ. ΠΕΡΙ ΟΡΓΑΝΙΚΩΝ ΘΕΣΕΩΝ ΔΙΚΑΣΤΙΚΩΝ ΥΠΑΛΛΗΛΩΝ [1374,317,1561,352]
heading-picasso: ΕΚΛΑΠΗ «Ο ΓΕΛΩΤΟΠΟΙΟΣ» ΤΟΥ ΠΙΚΑΣΣΟ [824,28,958,70]
taxi-stand: Αριστοτέλους [437,1074,512,1087]
cinemas-continued: ΣΥΝΕΧΕΙΑ ΕΙΣ ΤΗΝ 2ΑΣ ΣΕΛ. [14,1548,169,1559]
taxi-phone: 526-590 [560,1145,605,1158]
column-news-a [623,10,792,2307]
heading-syndical: Συνδικαλιστικαί αποκαλύψεις διοικήσεων [631,13,784,38]
cinema-entry [216,1909,412,1932]
cinema-film: τηλ. 201-313. «Η πριγκίπισσα». [216,1672,413,1695]
heading-visits: Επισκέψεις το εργατικόν κέντρον [631,1130,784,1157]
taxi-phone: 62-820 [567,1263,605,1276]
